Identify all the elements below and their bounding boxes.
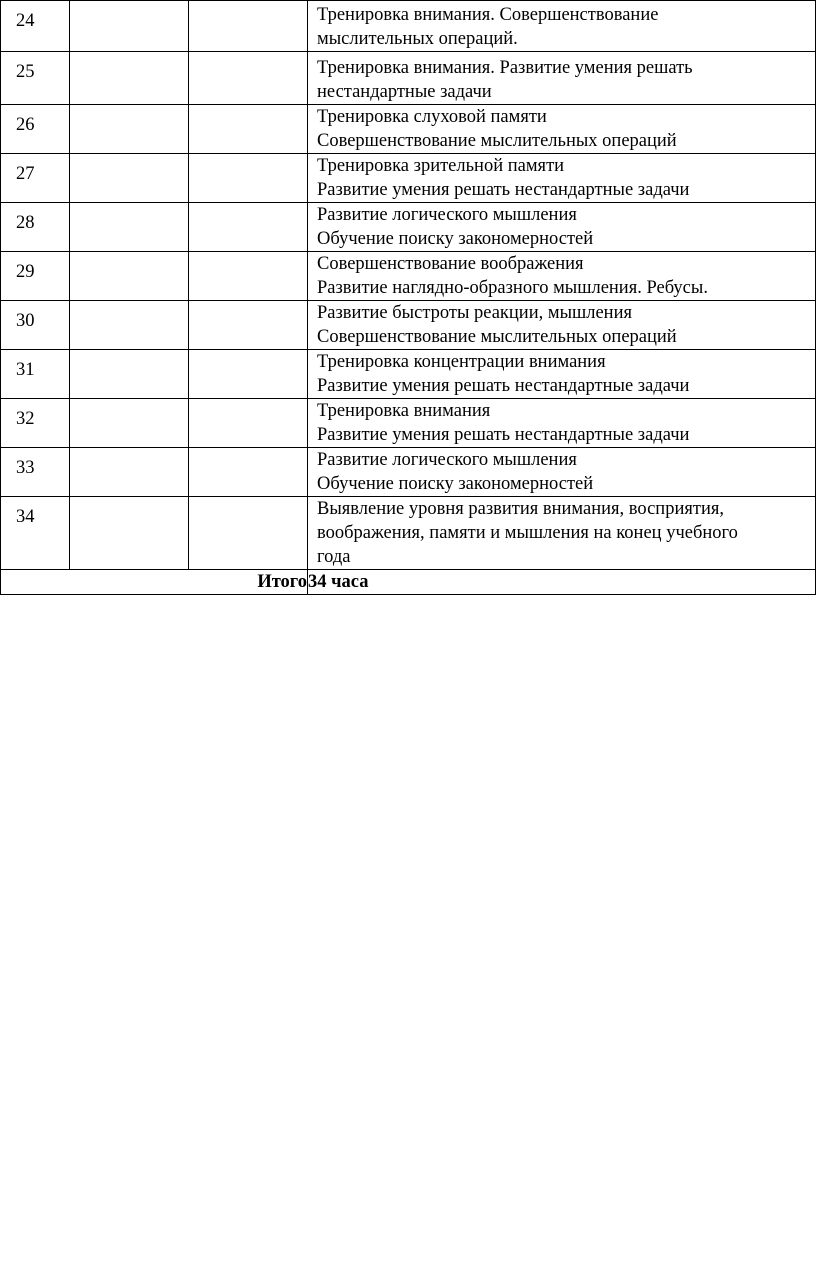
lesson-number: 24 — [16, 11, 35, 31]
lesson-number-cell — [1, 448, 70, 497]
lesson-topic: Тренировка внимания. Развитие умения решать нестандартные задачи — [317, 58, 693, 102]
empty-cell — [189, 203, 308, 252]
table-row — [1, 301, 816, 350]
empty-cell — [70, 252, 189, 301]
empty-cell — [189, 1, 308, 52]
table-row — [1, 154, 816, 203]
lesson-number: 31 — [16, 360, 35, 380]
empty-cell — [70, 203, 189, 252]
empty-cell — [189, 350, 308, 399]
lesson-topic-cell — [308, 350, 816, 399]
lesson-number-cell — [1, 350, 70, 399]
lesson-topic: Развитие быстроты реакции, мышления Совершенствование мыслительных операций — [317, 303, 677, 347]
lesson-number: 33 — [16, 458, 35, 478]
lesson-topic-cell — [308, 154, 816, 203]
empty-cell — [70, 350, 189, 399]
lesson-number-cell — [1, 154, 70, 203]
total-row — [1, 570, 816, 595]
lesson-topic: Развитие логического мышления Обучение поиску закономерностей — [317, 450, 594, 494]
empty-cell — [70, 1, 189, 52]
lesson-number-cell — [1, 399, 70, 448]
table-row — [1, 105, 816, 154]
lesson-topic-cell — [308, 399, 816, 448]
lesson-topic-cell — [308, 203, 816, 252]
empty-cell — [70, 154, 189, 203]
lesson-topic: Выявление уровня развития внимания, восприятия, воображения, памяти и мышления на конец учебного года — [317, 499, 738, 567]
empty-cell — [189, 301, 308, 350]
empty-cell — [189, 154, 308, 203]
lesson-topic: Тренировка внимания Развитие умения решать нестандартные задачи — [317, 401, 690, 445]
lesson-topic-cell — [308, 497, 816, 570]
empty-cell — [189, 399, 308, 448]
lesson-number: 28 — [16, 213, 35, 233]
lesson-topic: Тренировка концентрации внимания Развитие умения решать нестандартные задачи — [317, 352, 690, 396]
empty-cell — [189, 105, 308, 154]
lesson-number: 34 — [16, 507, 35, 527]
lesson-number-cell — [1, 105, 70, 154]
empty-cell — [189, 448, 308, 497]
empty-cell — [189, 497, 308, 570]
lesson-number-cell — [1, 1, 70, 52]
table-row — [1, 52, 816, 105]
lesson-number-cell — [1, 252, 70, 301]
lesson-topic: Тренировка зрительной памяти Развитие умения решать нестандартные задачи — [317, 156, 690, 200]
lesson-number: 29 — [16, 262, 35, 282]
lesson-number-cell — [1, 497, 70, 570]
lesson-number-cell — [1, 203, 70, 252]
table-row — [1, 497, 816, 570]
lesson-number-cell — [1, 52, 70, 105]
lesson-number-cell — [1, 301, 70, 350]
table-row — [1, 399, 816, 448]
lesson-topic: Развитие логического мышления Обучение поиску закономерностей — [317, 205, 594, 249]
lesson-topic-cell — [308, 1, 816, 52]
lesson-topic: Тренировка внимания. Совершенствование мыслительных операций. — [317, 5, 659, 49]
empty-cell — [70, 448, 189, 497]
empty-cell — [70, 105, 189, 154]
empty-cell — [70, 52, 189, 105]
empty-cell — [70, 399, 189, 448]
lesson-number: 32 — [16, 409, 35, 429]
lesson-plan-table — [0, 0, 816, 595]
table-row — [1, 1, 816, 52]
empty-cell — [70, 497, 189, 570]
lesson-topic-cell — [308, 448, 816, 497]
lesson-topic-cell — [308, 301, 816, 350]
table-row — [1, 448, 816, 497]
lesson-topic: Тренировка слуховой памяти Совершенствование мыслительных операций — [317, 107, 677, 151]
total-label: Итого — [1, 570, 308, 595]
empty-cell — [189, 252, 308, 301]
lesson-number: 25 — [16, 62, 35, 82]
lesson-topic-cell — [308, 52, 816, 105]
table-row — [1, 252, 816, 301]
empty-cell — [189, 52, 308, 105]
lesson-number: 26 — [16, 115, 35, 135]
total-value: 34 часа — [308, 570, 816, 595]
lesson-number: 27 — [16, 164, 35, 184]
lesson-topic-cell — [308, 252, 816, 301]
lesson-topic-cell — [308, 105, 816, 154]
lesson-number: 30 — [16, 311, 35, 331]
lesson-topic: Совершенствование воображения Развитие наглядно-образного мышления. Ребусы. — [317, 254, 708, 298]
table-row — [1, 350, 816, 399]
table-row — [1, 203, 816, 252]
empty-cell — [70, 301, 189, 350]
